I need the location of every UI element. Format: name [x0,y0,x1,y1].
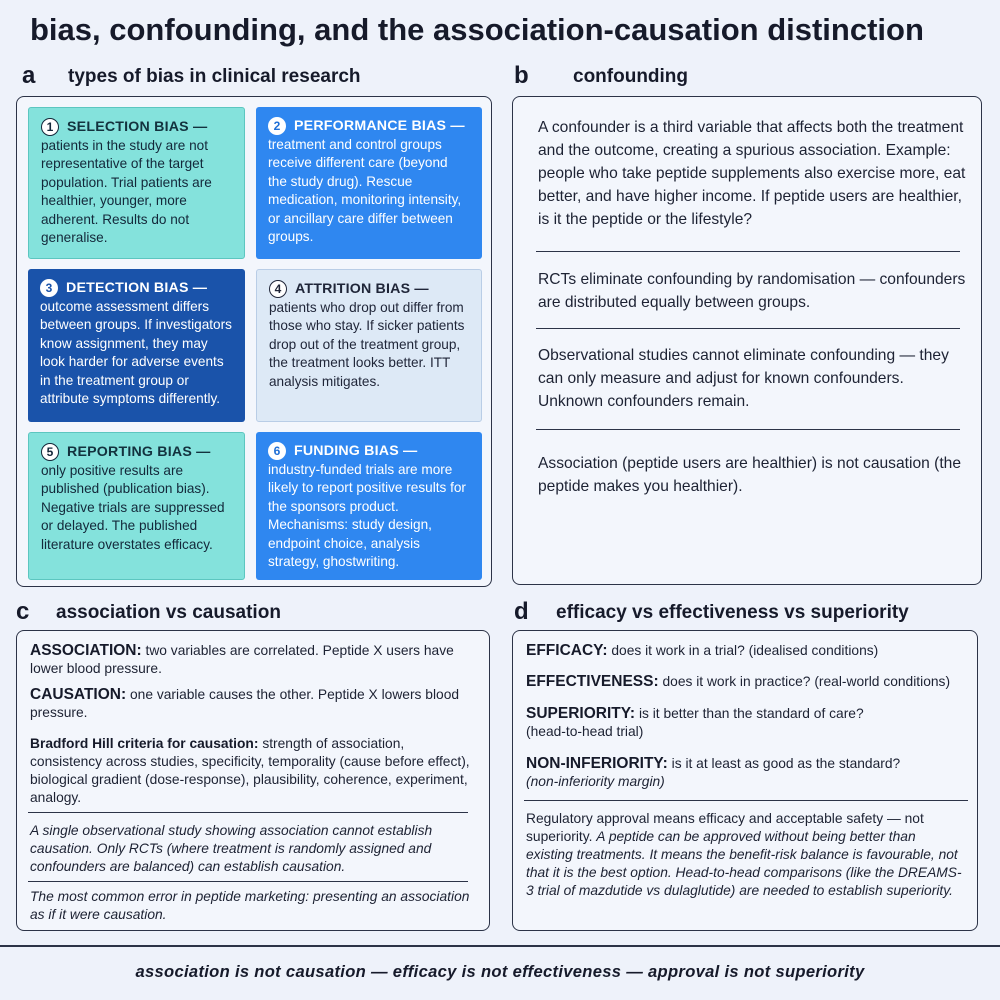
superiority-subtext: (head-to-head trial) [526,724,644,739]
superiority-definition [526,705,971,741]
main-title: bias, confounding, and the association-causation distinction [30,12,924,47]
bias-card-heading: REPORTING BIAS — [67,444,211,460]
bias-card-text: outcome assessment differs between groups. If investigators know assignment, they may look harder for adverse events in the treatment group or attribute symptoms differently. [40,298,232,406]
efficacy-term: EFFICACY: [526,642,608,659]
association-term: ASSOCIATION: [30,642,142,659]
panel-b-letter: b [514,62,529,89]
bias-card-performance [256,107,482,259]
efficacy-text: does it work in a trial? (idealised conditions) [611,643,879,658]
non-inferiority-definition [526,755,971,791]
divider [536,251,960,252]
bias-card-heading: SELECTION BIAS — [67,119,208,135]
bias-card-heading: FUNDING BIAS — [294,443,418,459]
regulatory-approval-note [526,810,966,900]
confounding-definition: A confounder is a third variable that affects both the treatment and the outcome, creating a spurious association. Example: people who take peptide supplements also exercise more, eat better, and have higher income. If peptide users are healthier, is it the peptide or the lifestyle? [538,119,966,228]
observational-study-note: A single observational study showing association cannot establish causation. Only RCTs (where treatment is randomly assigned and confounders are balanced) can establish causation. [30,823,433,874]
bias-card-selection [28,107,245,259]
bias-card-heading: PERFORMANCE BIAS — [294,118,465,134]
panel-a-title: types of bias in clinical research [68,66,361,87]
association-not-causation-note: Association (peptide users are healthier) is not causation (the peptide makes you healthier). [538,455,961,495]
causation-definition [30,686,480,722]
bradford-hill-term: Bradford Hill criteria for causation: [30,736,259,751]
footer-tagline: association is not causation — efficacy is not effectiveness — approval is not superiority [135,962,865,981]
non-inferiority-term: NON-INFERIORITY: [526,755,668,772]
association-text: two variables are correlated. Peptide X users have lower blood pressure. [30,643,454,676]
rct-randomisation-note: RCTs eliminate confounding by randomisation — confounders are distributed equally between groups. [538,271,966,311]
bias-card-detection [28,269,245,422]
bradford-hill-text: strength of association, consistency across studies, specificity, temporality (cause before effect), biological gradient (dose-response), plausibility, coherence, experiment, analogy. [30,736,470,805]
panel-b-title: confounding [573,66,689,87]
bias-card-text: industry-funded trials are more likely to report positive results for the sponsors product. Mechanisms: study design, endpoint choice, analysis strategy, ghostwriting. [268,461,466,569]
observational-studies-note: Observational studies cannot eliminate confounding — they can only measure and adjust for known confounders. Unknown confounders remain. [538,347,949,410]
panel-d-letter: d [514,598,529,625]
divider [536,328,960,329]
number-badge-6: 6 [268,442,286,460]
number-badge-1: 1 [41,118,59,136]
bias-card-reporting [28,432,245,580]
bias-card-text: patients in the study are not representative of the target population. Trial patients are healthier, younger, more adherent. Results do not generalise. [41,137,212,245]
bias-card-attrition [256,269,482,422]
bias-card-text: treatment and control groups receive different care (beyond the study drug). Rescue medication, monitoring intensity, or ancillary care differ between groups. [268,136,462,244]
number-badge-3: 3 [40,279,58,297]
divider [28,881,468,882]
divider [28,812,468,813]
number-badge-2: 2 [268,117,286,135]
panel-c-letter: c [16,598,30,625]
efficacy-definition [526,642,971,660]
number-badge-4: 4 [269,280,287,298]
panel-a-letter: a [22,62,36,89]
bias-card-heading: ATTRITION BIAS — [295,281,429,297]
bias-card-text: patients who drop out differ from those who stay. If sicker patients drop out of the treatment group, the treatment looks better. ITT analysis mitigates. [269,299,465,389]
bradford-hill-criteria [30,735,475,807]
causation-term: CAUSATION: [30,686,127,703]
divider [524,800,968,801]
superiority-term: SUPERIORITY: [526,705,636,722]
footer-rule [0,945,1000,947]
regulatory-approval-text: A peptide can be approved without being better than existing treatments. It means the benefit-risk balance is favourable, not that it is the best option. Head-to-head comparisons (like the DREAMS-3 trial of mazdutide vs dulaglutide) are needed to establish superiority. [526,829,962,898]
regulatory-approval-lead: Regulatory approval means efficacy and acceptable safety — not superiority. [526,811,924,844]
number-badge-5: 5 [41,443,59,461]
association-definition [30,642,480,678]
bias-card-funding [256,432,482,580]
causation-text: one variable causes the other. Peptide X lowers blood pressure. [30,687,460,720]
panel-d-title: efficacy vs effectiveness vs superiority [556,602,909,623]
effectiveness-term: EFFECTIVENESS: [526,673,659,690]
non-inferiority-text: is it at least as good as the standard? [671,756,901,771]
divider [536,429,960,430]
effectiveness-text: does it work in practice? (real-world conditions) [662,674,951,689]
panel-c-title: association vs causation [56,602,281,623]
bias-card-heading: DETECTION BIAS — [66,280,208,296]
marketing-error-note: The most common error in peptide marketing: presenting an association as if it were causation. [30,889,470,922]
bias-card-text: only positive results are published (publication bias). Negative trials are suppressed or delayed. The published literature overstates efficacy. [41,462,225,552]
non-inferiority-subtext: (non-inferiority margin) [526,774,665,789]
superiority-text: is it better than the standard of care? [638,706,864,721]
effectiveness-definition [526,673,971,691]
